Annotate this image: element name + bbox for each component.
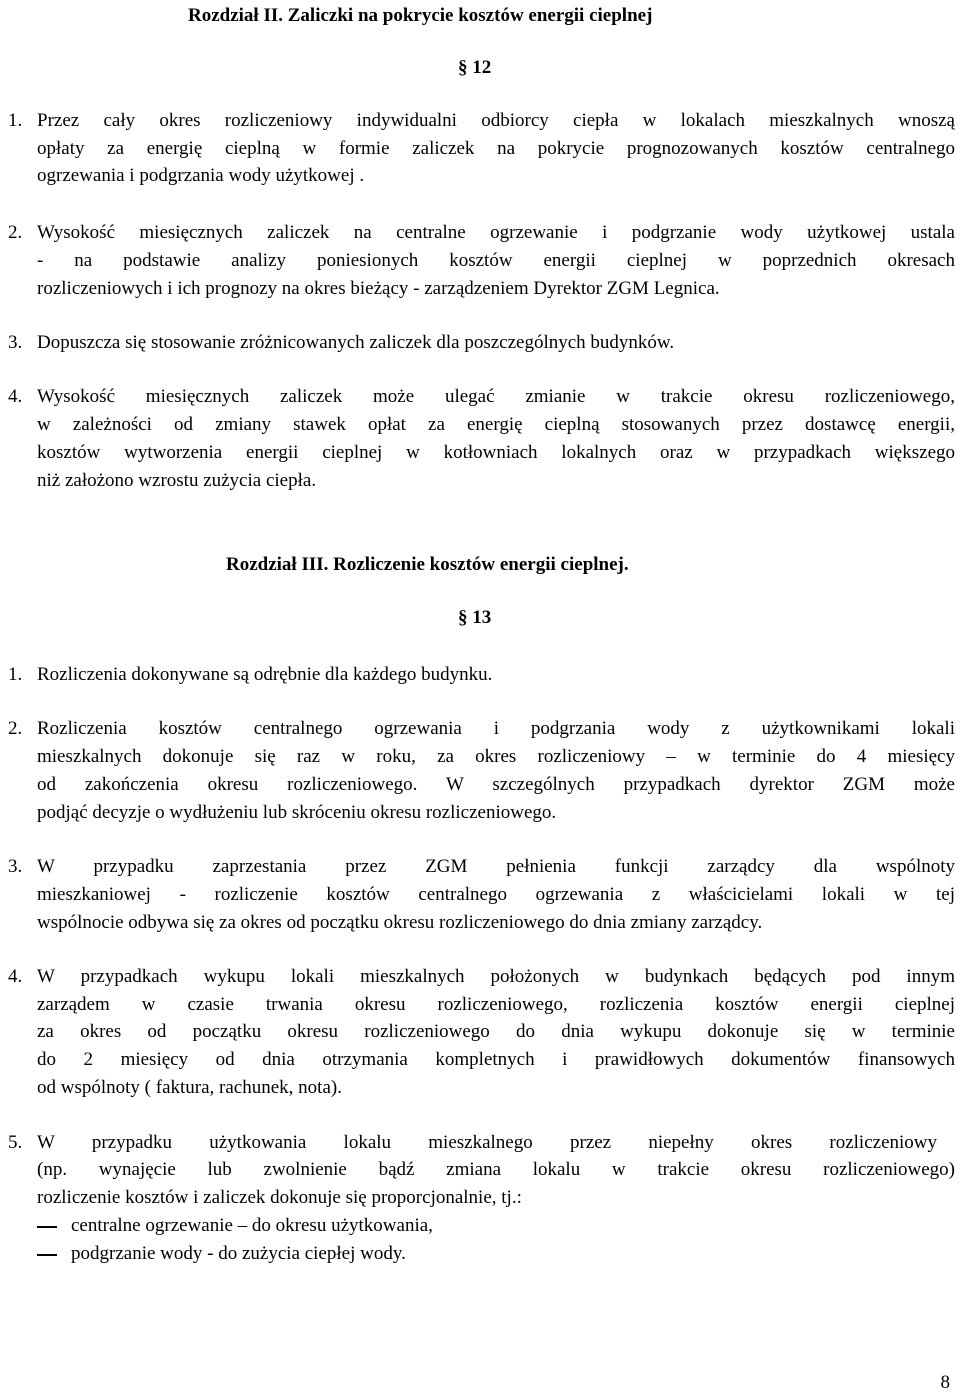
paragraph-number: 3.: [8, 332, 23, 353]
paragraph-number: 3.: [8, 856, 23, 877]
list-item: podgrzanie wody - do zużycia ciepłej wody.: [71, 1243, 406, 1264]
paragraph-line: Rozliczenia dokonywane są odrębnie dla każdego budynku.: [37, 664, 493, 685]
paragraph-line: - na podstawie analizy poniesionych kosztów energii cieplnej w poprzednich okresach: [37, 250, 955, 271]
chapter-title: Rozdział II. Zaliczki na pokrycie kosztów energii cieplnej: [188, 5, 653, 26]
paragraph-line: (np. wynajęcie lub zwolnienie bądź zmiana lokalu w trakcie okresu rozliczeniowego): [37, 1159, 955, 1180]
paragraph-line: Rozliczenia kosztów centralnego ogrzewania i podgrzania wody z użytkownikami lokali: [37, 718, 955, 739]
paragraph-line: do 2 miesięcy od dnia otrzymania kompletnych i prawidłowych dokumentów finansowych: [37, 1049, 955, 1070]
paragraph-line: Przez cały okres rozliczeniowy indywidualni odbiorcy ciepła w lokalach mieszkalnych wnoszą: [37, 110, 955, 131]
paragraph-line: mieszkalnych dokonuje się raz w roku, za okres rozliczeniowy – w terminie do 4 miesięcy: [37, 746, 955, 767]
paragraph-line: mieszkaniowej - rozliczenie kosztów centralnego ogrzewania z właścicielami lokali w tej: [37, 884, 955, 905]
paragraph-line: opłaty za energię cieplną w formie zaliczek na pokrycie prognozowanych kosztów centralnego: [37, 138, 955, 159]
section-marker: § 13: [458, 607, 492, 628]
paragraph-line: rozliczeniowych i ich prognozy na okres bieżący - zarządzeniem Dyrektor ZGM Legnica.: [37, 278, 720, 299]
paragraph-number: 2.: [8, 718, 23, 739]
paragraph-line: W przypadku użytkowania lokalu mieszkalnego przez niepełny okres rozliczeniowy: [37, 1132, 937, 1153]
paragraph-line: od wspólnoty ( faktura, rachunek, nota).: [37, 1077, 342, 1098]
paragraph-line: Wysokość miesięcznych zaliczek może ulegać zmianie w trakcie okresu rozliczeniowego,: [37, 386, 955, 407]
page-number: 8: [940, 1372, 950, 1393]
paragraph-line: Wysokość miesięcznych zaliczek na centralne ogrzewanie i podgrzanie wody użytkowej ustala: [37, 222, 955, 243]
paragraph-line: kosztów wytworzenia energii cieplnej w kotłowniach lokalnych oraz w przypadkach większego: [37, 442, 955, 463]
paragraph-number: 1.: [8, 110, 23, 131]
paragraph-line: W przypadkach wykupu lokali mieszkalnych położonych w budynkach będących pod innym: [37, 966, 955, 987]
paragraph-line: od zakończenia okresu rozliczeniowego. W szczególnych przypadkach dyrektor ZGM może: [37, 774, 955, 795]
section-marker: § 12: [458, 57, 492, 78]
paragraph-line: niż założono wzrostu zużycia ciepła.: [37, 470, 317, 491]
paragraph-line: W przypadku zaprzestania przez ZGM pełnienia funkcji zarządcy dla wspólnoty: [37, 856, 955, 877]
paragraph-number: 4.: [8, 386, 23, 407]
paragraph-line: podjąć decyzje o wydłużeniu lub skróceniu okresu rozliczeniowego.: [37, 802, 557, 823]
paragraph-line: Dopuszcza się stosowanie zróżnicowanych zaliczek dla poszczególnych budynków.: [37, 332, 675, 353]
list-dash-icon: [37, 1254, 57, 1256]
list-dash-icon: [37, 1226, 57, 1228]
paragraph-number: 2.: [8, 222, 23, 243]
paragraph-line: rozliczenie kosztów i zaliczek dokonuje się proporcjonalnie, tj.:: [37, 1187, 522, 1208]
chapter-title: Rozdział III. Rozliczenie kosztów energii cieplnej.: [226, 554, 629, 575]
paragraph-number: 1.: [8, 664, 23, 685]
paragraph-line: za okres od początku okresu rozliczeniowego do dnia wykupu dokonuje się w terminie: [37, 1021, 955, 1042]
paragraph-line: wspólnocie odbywa się za okres od początku okresu rozliczeniowego do dnia zmiany zarządcy.: [37, 912, 763, 933]
paragraph-line: zarządem w czasie trwania okresu rozliczeniowego, rozliczenia kosztów energii cieplnej: [37, 994, 955, 1015]
list-item: centralne ogrzewanie – do okresu użytkowania,: [71, 1215, 433, 1236]
paragraph-line: w zależności od zmiany stawek opłat za energię cieplną stosowanych przez dostawcę energii,: [37, 414, 955, 435]
paragraph-number: 5.: [8, 1132, 23, 1153]
paragraph-number: 4.: [8, 966, 23, 987]
paragraph-line: ogrzewania i podgrzania wody użytkowej .: [37, 165, 365, 186]
